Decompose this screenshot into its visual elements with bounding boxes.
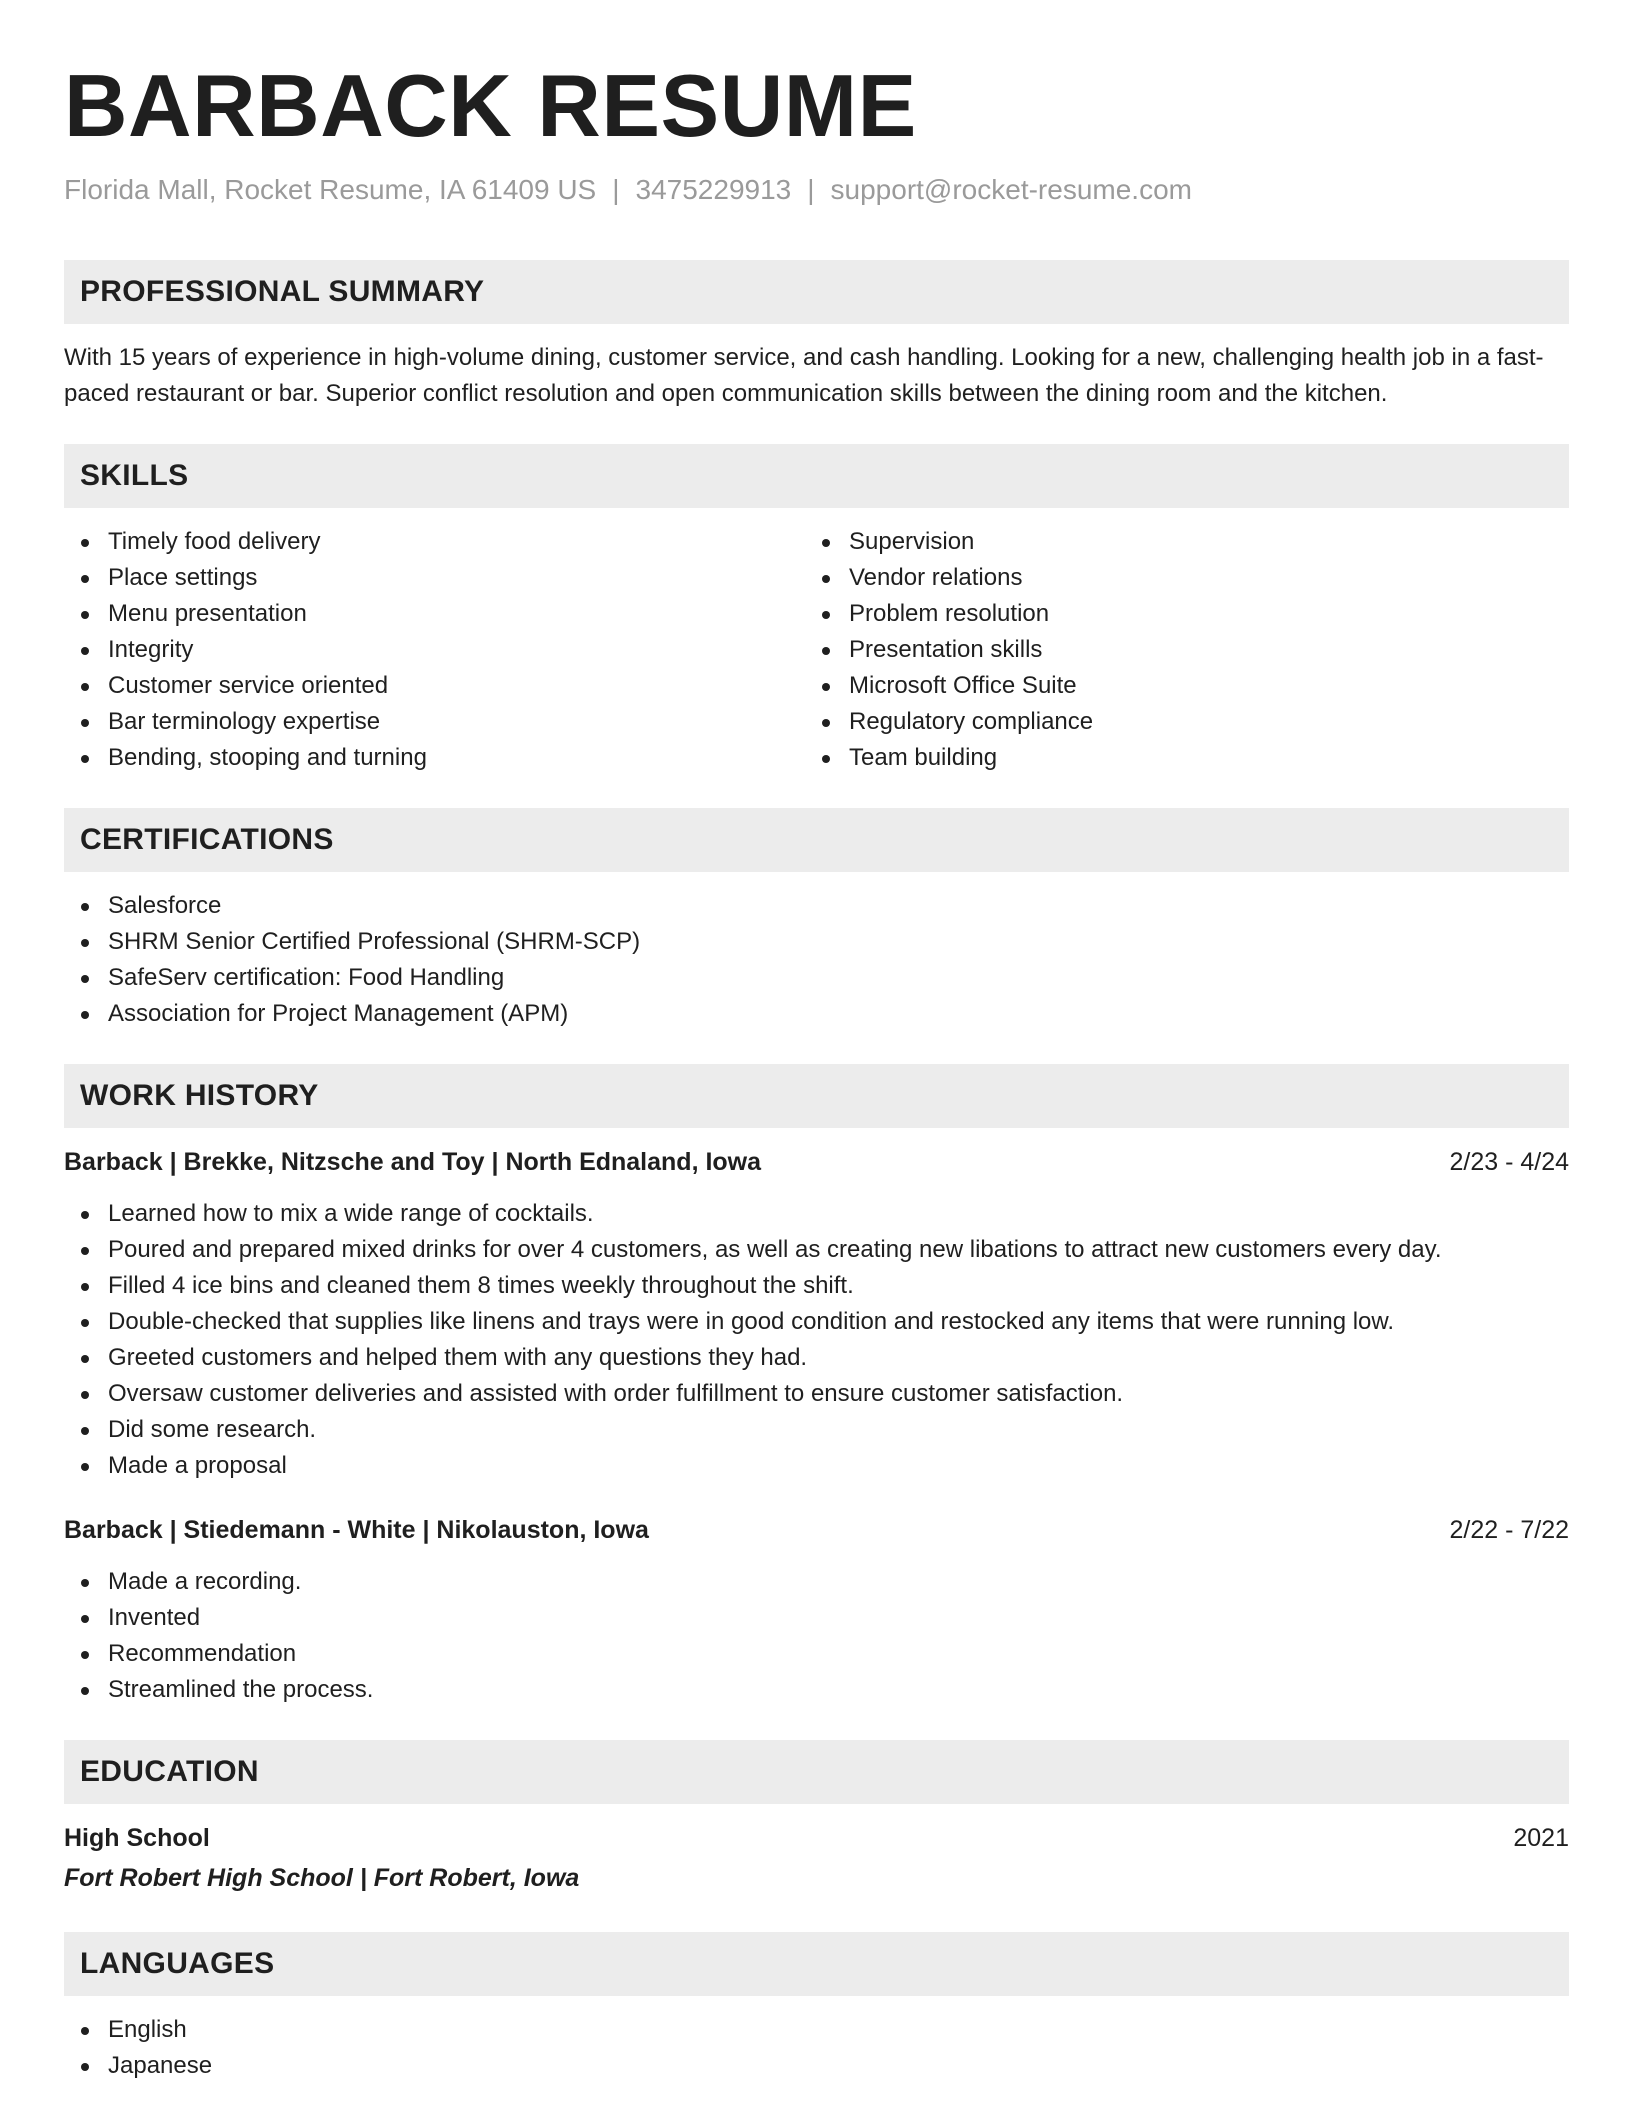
job-heading-row bbox=[64, 1144, 1569, 1180]
job-bullet: Double-checked that supplies like linens and trays were in good condition and restocked any items that were running low. bbox=[64, 1304, 1569, 1340]
certifications-list bbox=[64, 888, 1569, 1032]
job-dates: 2/23 - 4/24 bbox=[1449, 1148, 1569, 1176]
education-year: 2021 bbox=[1513, 1824, 1569, 1852]
job-title: Barback | Brekke, Nitzsche and Toy | North Ednaland, Iowa bbox=[64, 1148, 762, 1176]
education-degree: High School bbox=[64, 1824, 210, 1852]
skills-list-right bbox=[805, 524, 1546, 776]
skill-item: Customer service oriented bbox=[64, 668, 805, 704]
skills-list-left bbox=[64, 524, 805, 776]
summary-header: PROFESSIONAL SUMMARY bbox=[64, 260, 1569, 324]
job-title: Barback | Stiedemann - White | Nikolauston, Iowa bbox=[64, 1516, 649, 1544]
skill-item: Bar terminology expertise bbox=[64, 704, 805, 740]
certification-item: SafeServ certification: Food Handling bbox=[64, 960, 1569, 996]
contact-email: support@rocket-resume.com bbox=[830, 174, 1192, 205]
skill-item: Presentation skills bbox=[805, 632, 1546, 668]
education-row bbox=[64, 1820, 1569, 1856]
skill-item: Microsoft Office Suite bbox=[805, 668, 1546, 704]
resume-name: BARBACK RESUME bbox=[64, 56, 917, 155]
skill-item: Supervision bbox=[805, 524, 1546, 560]
skill-item: Bending, stooping and turning bbox=[64, 740, 805, 776]
job-bullet: Made a recording. bbox=[64, 1564, 1569, 1600]
certifications-header: CERTIFICATIONS bbox=[64, 808, 1569, 872]
job-dates: 2/22 - 7/22 bbox=[1449, 1516, 1569, 1544]
job-bullet: Poured and prepared mixed drinks for over 4 customers, as well as creating new libations to attract new customers every day. bbox=[64, 1232, 1569, 1268]
job-bullets bbox=[64, 1564, 1569, 1708]
summary-text: With 15 years of experience in high-volume dining, customer service, and cash handling. Looking for a new, challenging health job in a fast-paced restaurant or bar. Superior conflict resolution and open communication skills between the dining room and the kitchen. bbox=[64, 344, 1544, 407]
certification-item: SHRM Senior Certified Professional (SHRM-SCP) bbox=[64, 924, 1569, 960]
job-heading-row bbox=[64, 1512, 1569, 1548]
job-bullet: Greeted customers and helped them with any questions they had. bbox=[64, 1340, 1569, 1376]
contact-separator: | bbox=[612, 174, 620, 205]
job-bullet: Invented bbox=[64, 1600, 1569, 1636]
job-bullet: Learned how to mix a wide range of cocktails. bbox=[64, 1196, 1569, 1232]
language-item: English bbox=[64, 2012, 1569, 2048]
contact-line bbox=[64, 172, 1569, 208]
contact-address: Florida Mall, Rocket Resume, IA 61409 US bbox=[64, 174, 597, 205]
certification-item: Association for Project Management (APM) bbox=[64, 996, 1569, 1032]
skill-item: Place settings bbox=[64, 560, 805, 596]
education-school: Fort Robert High School | Fort Robert, Iowa bbox=[64, 1864, 580, 1892]
languages-header: LANGUAGES bbox=[64, 1932, 1569, 1996]
skill-item: Menu presentation bbox=[64, 596, 805, 632]
skill-item: Integrity bbox=[64, 632, 805, 668]
skill-item: Team building bbox=[805, 740, 1546, 776]
job-bullet: Did some research. bbox=[64, 1412, 1569, 1448]
language-item: Japanese bbox=[64, 2048, 1569, 2084]
job-bullets bbox=[64, 1196, 1569, 1484]
contact-separator: | bbox=[807, 174, 815, 205]
job-bullet: Filled 4 ice bins and cleaned them 8 times weekly throughout the shift. bbox=[64, 1268, 1569, 1304]
skills-header: SKILLS bbox=[64, 444, 1569, 508]
skills-grid bbox=[64, 524, 1569, 776]
job-bullet: Made a proposal bbox=[64, 1448, 1569, 1484]
education-header: EDUCATION bbox=[64, 1740, 1569, 1804]
skill-item: Regulatory compliance bbox=[805, 704, 1546, 740]
job-bullet: Oversaw customer deliveries and assisted with order fulfillment to ensure customer satisfaction. bbox=[64, 1376, 1569, 1412]
skill-item: Problem resolution bbox=[805, 596, 1546, 632]
job-bullet: Recommendation bbox=[64, 1636, 1569, 1672]
skill-item: Vendor relations bbox=[805, 560, 1546, 596]
contact-phone: 3475229913 bbox=[635, 174, 792, 205]
certification-item: Salesforce bbox=[64, 888, 1569, 924]
skill-item: Timely food delivery bbox=[64, 524, 805, 560]
job-bullet: Streamlined the process. bbox=[64, 1672, 1569, 1708]
languages-list bbox=[64, 2012, 1569, 2084]
work-history-header: WORK HISTORY bbox=[64, 1064, 1569, 1128]
